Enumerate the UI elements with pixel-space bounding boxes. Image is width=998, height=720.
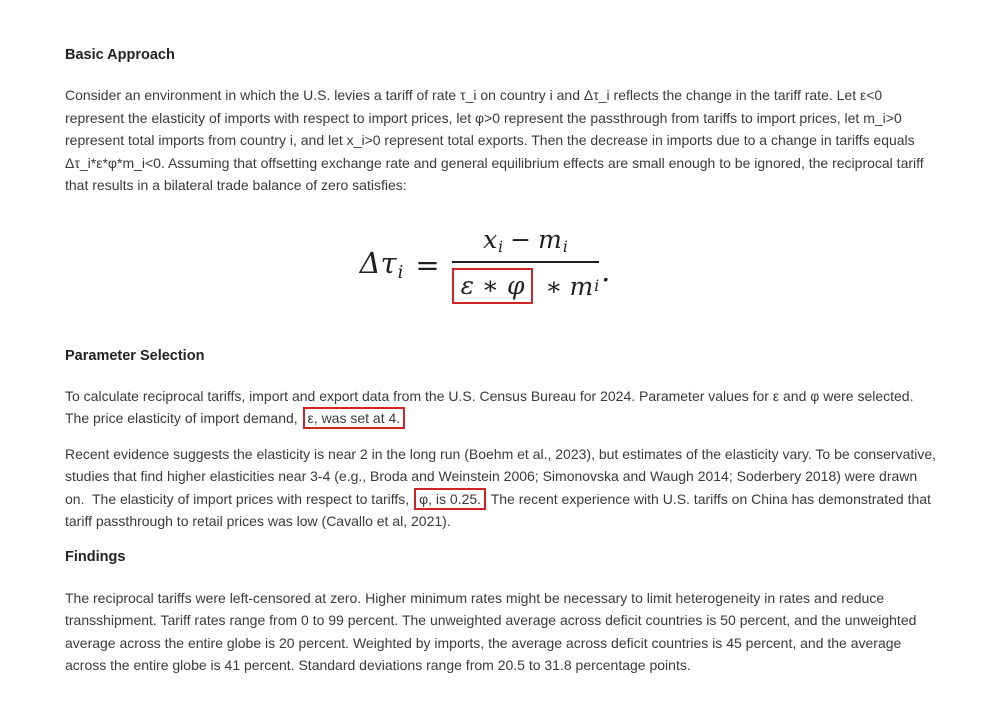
formula-den-m: m xyxy=(569,271,594,301)
paragraph-findings: The reciprocal tariffs were left-censored at zero. Higher minimum rates might be necessary to limit heterogeneity in rates and reduce transshipment. Tariff rates range from 0 to 99 percent. The unweighted average across deficit countries is 50 percent, and the unweighted average across the entire globe is 20 percent. Weighted by imports, the average across deficit countries is 45 percent, and the average across the entire globe is 41 percent. Standard deviations range from 20.5 to 31.8 percentage points. xyxy=(65,589,921,673)
formula-fraction xyxy=(452,225,600,304)
red-annotation-box: ε, was set at 4. xyxy=(303,407,406,429)
reciprocal-tariff-formula xyxy=(48,223,922,307)
red-annotation-box: φ, is 0.25. xyxy=(414,488,486,510)
formula-trailing-period: . xyxy=(601,253,611,288)
text-run: Recent evidence suggests the elasticity is near 2 in the long run (Boehm et al., 2023), but estimates of the elasticity vary. To be conservative, studies that find higher elasticities near 3-4 (e.g., Broda and Weinstein 2006; Simonovska and Waugh 2014; Soderbery 2018) were drawn on. The elasticity of import prices with respect to tariffs, xyxy=(65,445,940,507)
paragraph-parameter-selection-1 xyxy=(65,385,939,430)
paragraph-basic-approach: Consider an environment in which the U.S. levies a tariff of rate τ_i on country i and Δτ_i reflects the change in the tariff rate. Let ε<0 represent the elasticity of imports with respect to import prices, let φ>0 represent the passthrough from tariffs to import prices, let m_i>0 represent total imports from country i, and let x_i>0 represent total exports. Then the decrease in imports due to a change in tariffs equals Δτ_i*ε*φ*m_i<0. Assuming that offsetting exchange rate and general equilibrium effects are small enough to be ignored, the reciprocal tariff that results in a bilateral trade balance of zero satisfies: xyxy=(65,87,928,193)
formula-delta-tau: Δτ xyxy=(359,245,397,280)
formula-m-subscript: i xyxy=(562,238,568,257)
formula-numerator xyxy=(473,225,578,261)
minus-operator: − xyxy=(510,224,532,254)
paragraph-parameter-selection-2 xyxy=(65,443,939,533)
section-heading-basic-approach: Basic Approach xyxy=(65,47,175,63)
red-annotation-box-epsilon-phi: ε ∗ φ xyxy=(452,268,534,304)
formula-den-m-subscript: i xyxy=(594,277,600,296)
formula-lhs-subscript: i xyxy=(397,262,404,284)
formula-equals-sign: = xyxy=(415,247,440,282)
section-heading-findings: Findings xyxy=(65,548,126,565)
section-heading-parameter-selection: Parameter Selection xyxy=(65,347,205,364)
formula-denominator xyxy=(452,263,600,304)
formula-m: m xyxy=(538,224,562,254)
formula-lhs xyxy=(360,246,404,283)
asterisk-operator: ∗ xyxy=(545,271,563,301)
text-run: To calculate reciprocal tariffs, import and export data from the U.S. Census Bureau for 2024. Parameter values for ε and φ were selected. The price elasticity of import demand, xyxy=(65,387,918,426)
text-run: The recent experience with U.S. tariffs on China has demonstrated that tariff passthrough to retail prices was low (Cavallo et al, 2021). xyxy=(65,490,935,529)
formula-x: x xyxy=(483,224,498,254)
formula-x-subscript: i xyxy=(498,238,504,257)
document-body xyxy=(65,48,939,677)
